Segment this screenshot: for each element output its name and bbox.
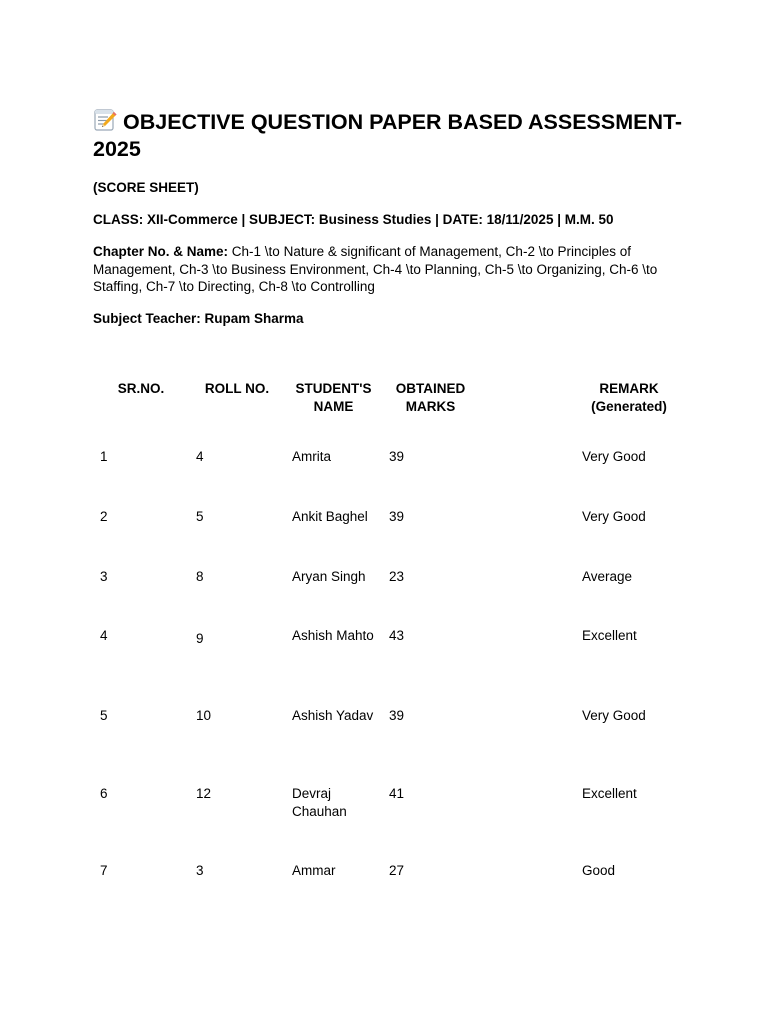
cell-sr-no: 7	[100, 863, 108, 878]
table-row	[93, 448, 683, 508]
col-header-sr-no: SR.NO.	[117, 381, 165, 396]
col-header-obtained-marks: OBTAINED MARKS	[395, 381, 466, 414]
chapter-text: Ch-1 \to Nature & significant of Management, Ch-2 \to Principles of Management, Ch-3 \to Business Environment, Ch-4 \to Planning, Ch-5 \to Organizing, Ch-6 \to Staffing, Ch-7 \to Directing, Ch-8 \to Controlling	[93, 244, 658, 294]
cell-obtained-marks: 39	[389, 708, 405, 723]
cell-sr-no: 1	[100, 449, 108, 464]
cell-obtained-marks: 39	[389, 449, 405, 464]
cell-obtained-marks: 27	[389, 863, 405, 878]
cell-spacer	[479, 508, 575, 568]
subject-teacher: Subject Teacher: Rupam Sharma	[93, 310, 304, 326]
col-header-spacer	[479, 380, 575, 448]
cell-remark: Very Good	[582, 708, 646, 723]
table-row	[93, 508, 683, 568]
table-row	[93, 862, 683, 902]
cell-remark: Good	[582, 863, 616, 878]
score-table	[93, 380, 683, 902]
table-row	[93, 627, 683, 707]
cell-student-name: Ankit Baghel	[292, 509, 368, 524]
cell-obtained-marks: 23	[389, 569, 405, 584]
cell-spacer	[479, 627, 575, 707]
cell-sr-no: 4	[100, 628, 108, 643]
score-sheet-label: (SCORE SHEET)	[93, 180, 199, 195]
cell-student-name: Aryan Singh	[292, 569, 366, 584]
cell-spacer	[479, 707, 575, 785]
cell-obtained-marks: 39	[389, 509, 405, 524]
cell-roll-no: 3	[196, 863, 204, 878]
cell-sr-no: 5	[100, 708, 108, 723]
cell-remark: Very Good	[582, 509, 646, 524]
cell-obtained-marks: 41	[389, 786, 405, 801]
cell-student-name: Ashish Yadav	[292, 708, 374, 723]
memo-icon	[93, 108, 117, 132]
table-row	[93, 707, 683, 785]
chapter-label: Chapter No. & Name:	[93, 244, 229, 259]
cell-remark: Excellent	[582, 786, 637, 801]
cell-sr-no: 6	[100, 786, 108, 801]
cell-remark: Excellent	[582, 628, 637, 643]
table-row	[93, 568, 683, 627]
cell-remark: Average	[582, 569, 633, 584]
cell-student-name: Amrita	[292, 449, 332, 464]
cell-sr-no: 2	[100, 509, 108, 524]
cell-sr-no: 3	[100, 569, 108, 584]
cell-roll-no: 10	[196, 708, 212, 723]
cell-remark: Very Good	[582, 449, 646, 464]
cell-student-name: Devraj Chauhan	[292, 786, 347, 819]
table-header-row	[93, 380, 683, 448]
cell-spacer	[479, 448, 575, 508]
cell-spacer	[479, 785, 575, 862]
class-info-line: CLASS: XII-Commerce | SUBJECT: Business Studies | DATE: 18/11/2025 | M.M. 50	[93, 212, 614, 227]
cell-roll-no: 5	[196, 509, 204, 524]
cell-spacer	[479, 568, 575, 627]
page-title	[93, 108, 683, 163]
cell-student-name: Ammar	[292, 863, 336, 878]
cell-roll-no: 12	[196, 786, 212, 801]
title-text: OBJECTIVE QUESTION PAPER BASED ASSESSMENT-2025	[93, 110, 683, 161]
col-header-remark: REMARK (Generated)	[591, 381, 667, 414]
table-row	[93, 785, 683, 862]
document-header	[93, 108, 683, 328]
cell-spacer	[479, 862, 575, 902]
col-header-student-name: STUDENT'S NAME	[295, 381, 372, 414]
cell-roll-no: 4	[196, 449, 204, 464]
cell-roll-no: 8	[196, 569, 204, 584]
chapter-info	[93, 243, 683, 296]
cell-obtained-marks: 43	[389, 628, 405, 643]
col-header-roll-no: ROLL NO.	[204, 381, 270, 396]
cell-roll-no: 9	[196, 631, 204, 646]
cell-student-name: Ashish Mahto	[292, 628, 374, 643]
